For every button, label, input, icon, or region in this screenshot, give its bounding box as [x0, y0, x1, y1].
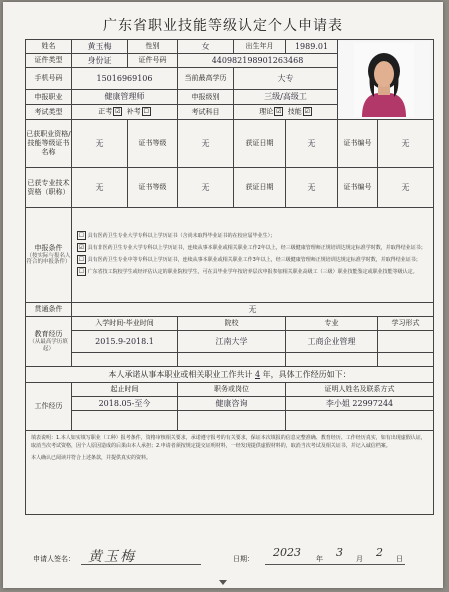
day-unit: 日 — [396, 555, 403, 563]
education-level-value: 大专 — [234, 68, 338, 90]
makeup-exam-checkbox[interactable]: ☐ — [143, 108, 149, 116]
conditions-list — [72, 208, 434, 303]
exam-type-options — [72, 105, 178, 120]
sex-value: 女 — [178, 40, 234, 54]
skill-checkbox[interactable]: ☑ — [304, 108, 310, 116]
through-value: 无 — [72, 303, 434, 317]
job-label: 申报职业 — [26, 90, 72, 105]
edu-blank-row — [178, 353, 286, 367]
id-number-value: 440982198901263468 — [178, 54, 338, 68]
work-time-value: 2018.05-至今 — [72, 397, 178, 411]
condition-item: ☑ 具有非医药卫生专业大学专科以上学历证书，连续从事本职业或相关职业工作2年以上，经三级健康管理师正规培训达规定标准学时数，并取得结业证书； — [78, 243, 426, 251]
work-post-value: 健康咨询 — [178, 397, 286, 411]
form-title: 广东省职业技能等级认定个人申请表 — [103, 18, 343, 34]
exam-type-label: 考试类型 — [26, 105, 72, 120]
job-value: 健康管理师 — [72, 90, 178, 105]
declaration-section — [26, 431, 434, 515]
date-line — [265, 564, 405, 565]
work-years: 4 — [254, 369, 261, 379]
birth-label: 出生年月 — [234, 40, 286, 54]
edu-school-value: 江南大学 — [178, 331, 286, 353]
subject-label: 考试科目 — [178, 105, 234, 120]
education-label: 教育经历 — [34, 330, 63, 339]
edu-blank-row — [286, 353, 378, 367]
theory-checkbox[interactable]: ☑ — [276, 108, 282, 116]
phone-value: 15016969106 — [72, 68, 178, 90]
title-grade-value: 无 — [178, 168, 234, 208]
date-label: 日期： — [233, 555, 254, 563]
qualification-date-label: 获证日期 — [234, 120, 286, 168]
id-type-label: 证件类型 — [26, 54, 72, 68]
edu-time-header: 入学时间-毕业时间 — [72, 317, 178, 331]
through-label: 贯通条件 — [26, 303, 72, 317]
phone-label: 手机号码 — [26, 68, 72, 90]
qualification-no-value: 无 — [378, 120, 434, 168]
normal-exam-checkbox[interactable]: ☑ — [115, 108, 121, 116]
application-table — [25, 39, 434, 515]
condition-item: ☐ 广东省技工院校学生或经评估认定的职业院校学生，可在具毕业学年按培养层次申报参加相关职业高级工（三级）职业技能鉴定或职业技能等级认定。 — [78, 268, 418, 276]
id-type-value: 身份证 — [72, 54, 128, 68]
makeup-exam-label: 补考 — [126, 107, 141, 116]
title-date-value: 无 — [286, 168, 338, 208]
skill-label: 技能 — [287, 107, 302, 116]
qualification-grade-label: 证书等级 — [128, 120, 178, 168]
declaration-label: 填表说明： — [31, 435, 57, 441]
education-note: （从最高学历填起） — [29, 339, 68, 352]
condition-checkbox-4[interactable]: ☐ — [78, 268, 85, 276]
handwritten-signature: 黄玉梅 — [88, 549, 136, 565]
work-contact-value: 李小姐 22997244 — [286, 397, 434, 411]
condition-item: ☐ 具有医药卫生专业大学专科以上学历证书（含尚未取得毕业证书的在校应届毕业生）； — [78, 231, 276, 239]
sex-label: 性别 — [128, 40, 178, 54]
declaration-confirm: 本人确认已阅读并符合上述条款，并提供真实的资料。 — [31, 455, 152, 461]
subject-options — [234, 105, 338, 120]
level-value: 三级/高级工 — [234, 90, 338, 105]
portrait-image — [338, 41, 430, 119]
signature-row — [33, 544, 413, 568]
title-no-value: 无 — [378, 168, 434, 208]
signature-label: 申请人签名： — [33, 555, 75, 563]
applicant-photo — [338, 40, 434, 120]
conditions-note: （按实际与报名人符合的申报条件） — [26, 252, 71, 266]
level-label: 申报级别 — [178, 90, 234, 105]
year-unit: 年 — [316, 555, 323, 563]
edu-blank-row — [378, 353, 434, 367]
title-date-label: 获证日期 — [234, 168, 286, 208]
month-unit: 月 — [356, 555, 363, 563]
edu-time-value: 2015.9-2018.1 — [72, 331, 178, 353]
condition-checkbox-2[interactable]: ☑ — [78, 243, 85, 251]
id-number-label: 证件号码 — [128, 54, 178, 68]
normal-exam-label: 正考 — [98, 107, 113, 116]
work-blank-row — [178, 411, 286, 431]
conditions-label: 申报条件 — [34, 243, 63, 252]
edu-mode-value — [378, 331, 434, 353]
title-no-label: 证书编号 — [338, 168, 378, 208]
work-blank-row — [286, 411, 434, 431]
qualification-cert-value: 无 — [72, 120, 128, 168]
name-value: 黄玉梅 — [72, 40, 128, 54]
edu-school-header: 院校 — [178, 317, 286, 331]
qualification-grade-value: 无 — [178, 120, 234, 168]
edu-blank-row — [72, 353, 178, 367]
condition-checkbox-1[interactable]: ☐ — [78, 231, 85, 239]
name-label: 姓名 — [26, 40, 72, 54]
work-post-header: 职务或岗位 — [178, 383, 286, 397]
title-grade-label: 证书等级 — [128, 168, 178, 208]
work-commitment: 本人承诺从事本职业或相关职业工作共计 4 年，具体工作经历如下： — [26, 367, 434, 383]
birth-value: 1989.01 — [286, 40, 338, 54]
work-time-header: 起止时间 — [72, 383, 178, 397]
qualification-no-label: 证书编号 — [338, 120, 378, 168]
edu-major-header: 专业 — [286, 317, 378, 331]
work-label: 工作经历 — [26, 383, 72, 431]
date-day: 2 — [376, 546, 383, 559]
qualification-cert-label: 已获职业资格/技能等级证书名称 — [26, 120, 72, 168]
declaration-text: 1.本人如实填写职业（工种）报考条件，资格审核相关要求，承诺遵守报考的有关要求，保证本次填报的信息完整准确、教育经历、工作经历真实，如有出现虚假认证，取消当次考试资格，因个人原因造成的后果由本人承担；2.申请者须按规定提交证明材料，一经发现提供虚假材料的，取消当次考试及相关证书，并记入诚信档案。 — [31, 435, 426, 449]
work-blank-row — [72, 411, 178, 431]
scroll-down-icon[interactable] — [219, 580, 227, 585]
condition-item: ☐ 具有医药卫生专业中等专科以上学历证书，连续从事本职业或相关职业工作3年以上，经三级健康管理师正规培训达规定标准学时数，并取得结业证书； — [78, 256, 421, 263]
edu-major-value: 工商企业管理 — [286, 331, 378, 353]
signature-line — [81, 564, 201, 565]
title-cert-value: 无 — [72, 168, 128, 208]
date-month: 3 — [336, 546, 343, 559]
qualification-date-value: 无 — [286, 120, 338, 168]
application-form-page — [3, 2, 443, 588]
education-label-cell — [26, 317, 72, 367]
education-level-label: 当前最高学历 — [178, 68, 234, 90]
edu-mode-header: 学习形式 — [378, 317, 434, 331]
date-year: 2023 — [273, 546, 301, 559]
condition-checkbox-3[interactable]: ☐ — [78, 256, 85, 263]
conditions-label-cell — [26, 208, 72, 303]
title-cert-label: 已获专业技术资格（职称） — [26, 168, 72, 208]
theory-label: 理论 — [259, 107, 274, 116]
work-contact-header: 证明人姓名及联系方式 — [286, 383, 434, 397]
